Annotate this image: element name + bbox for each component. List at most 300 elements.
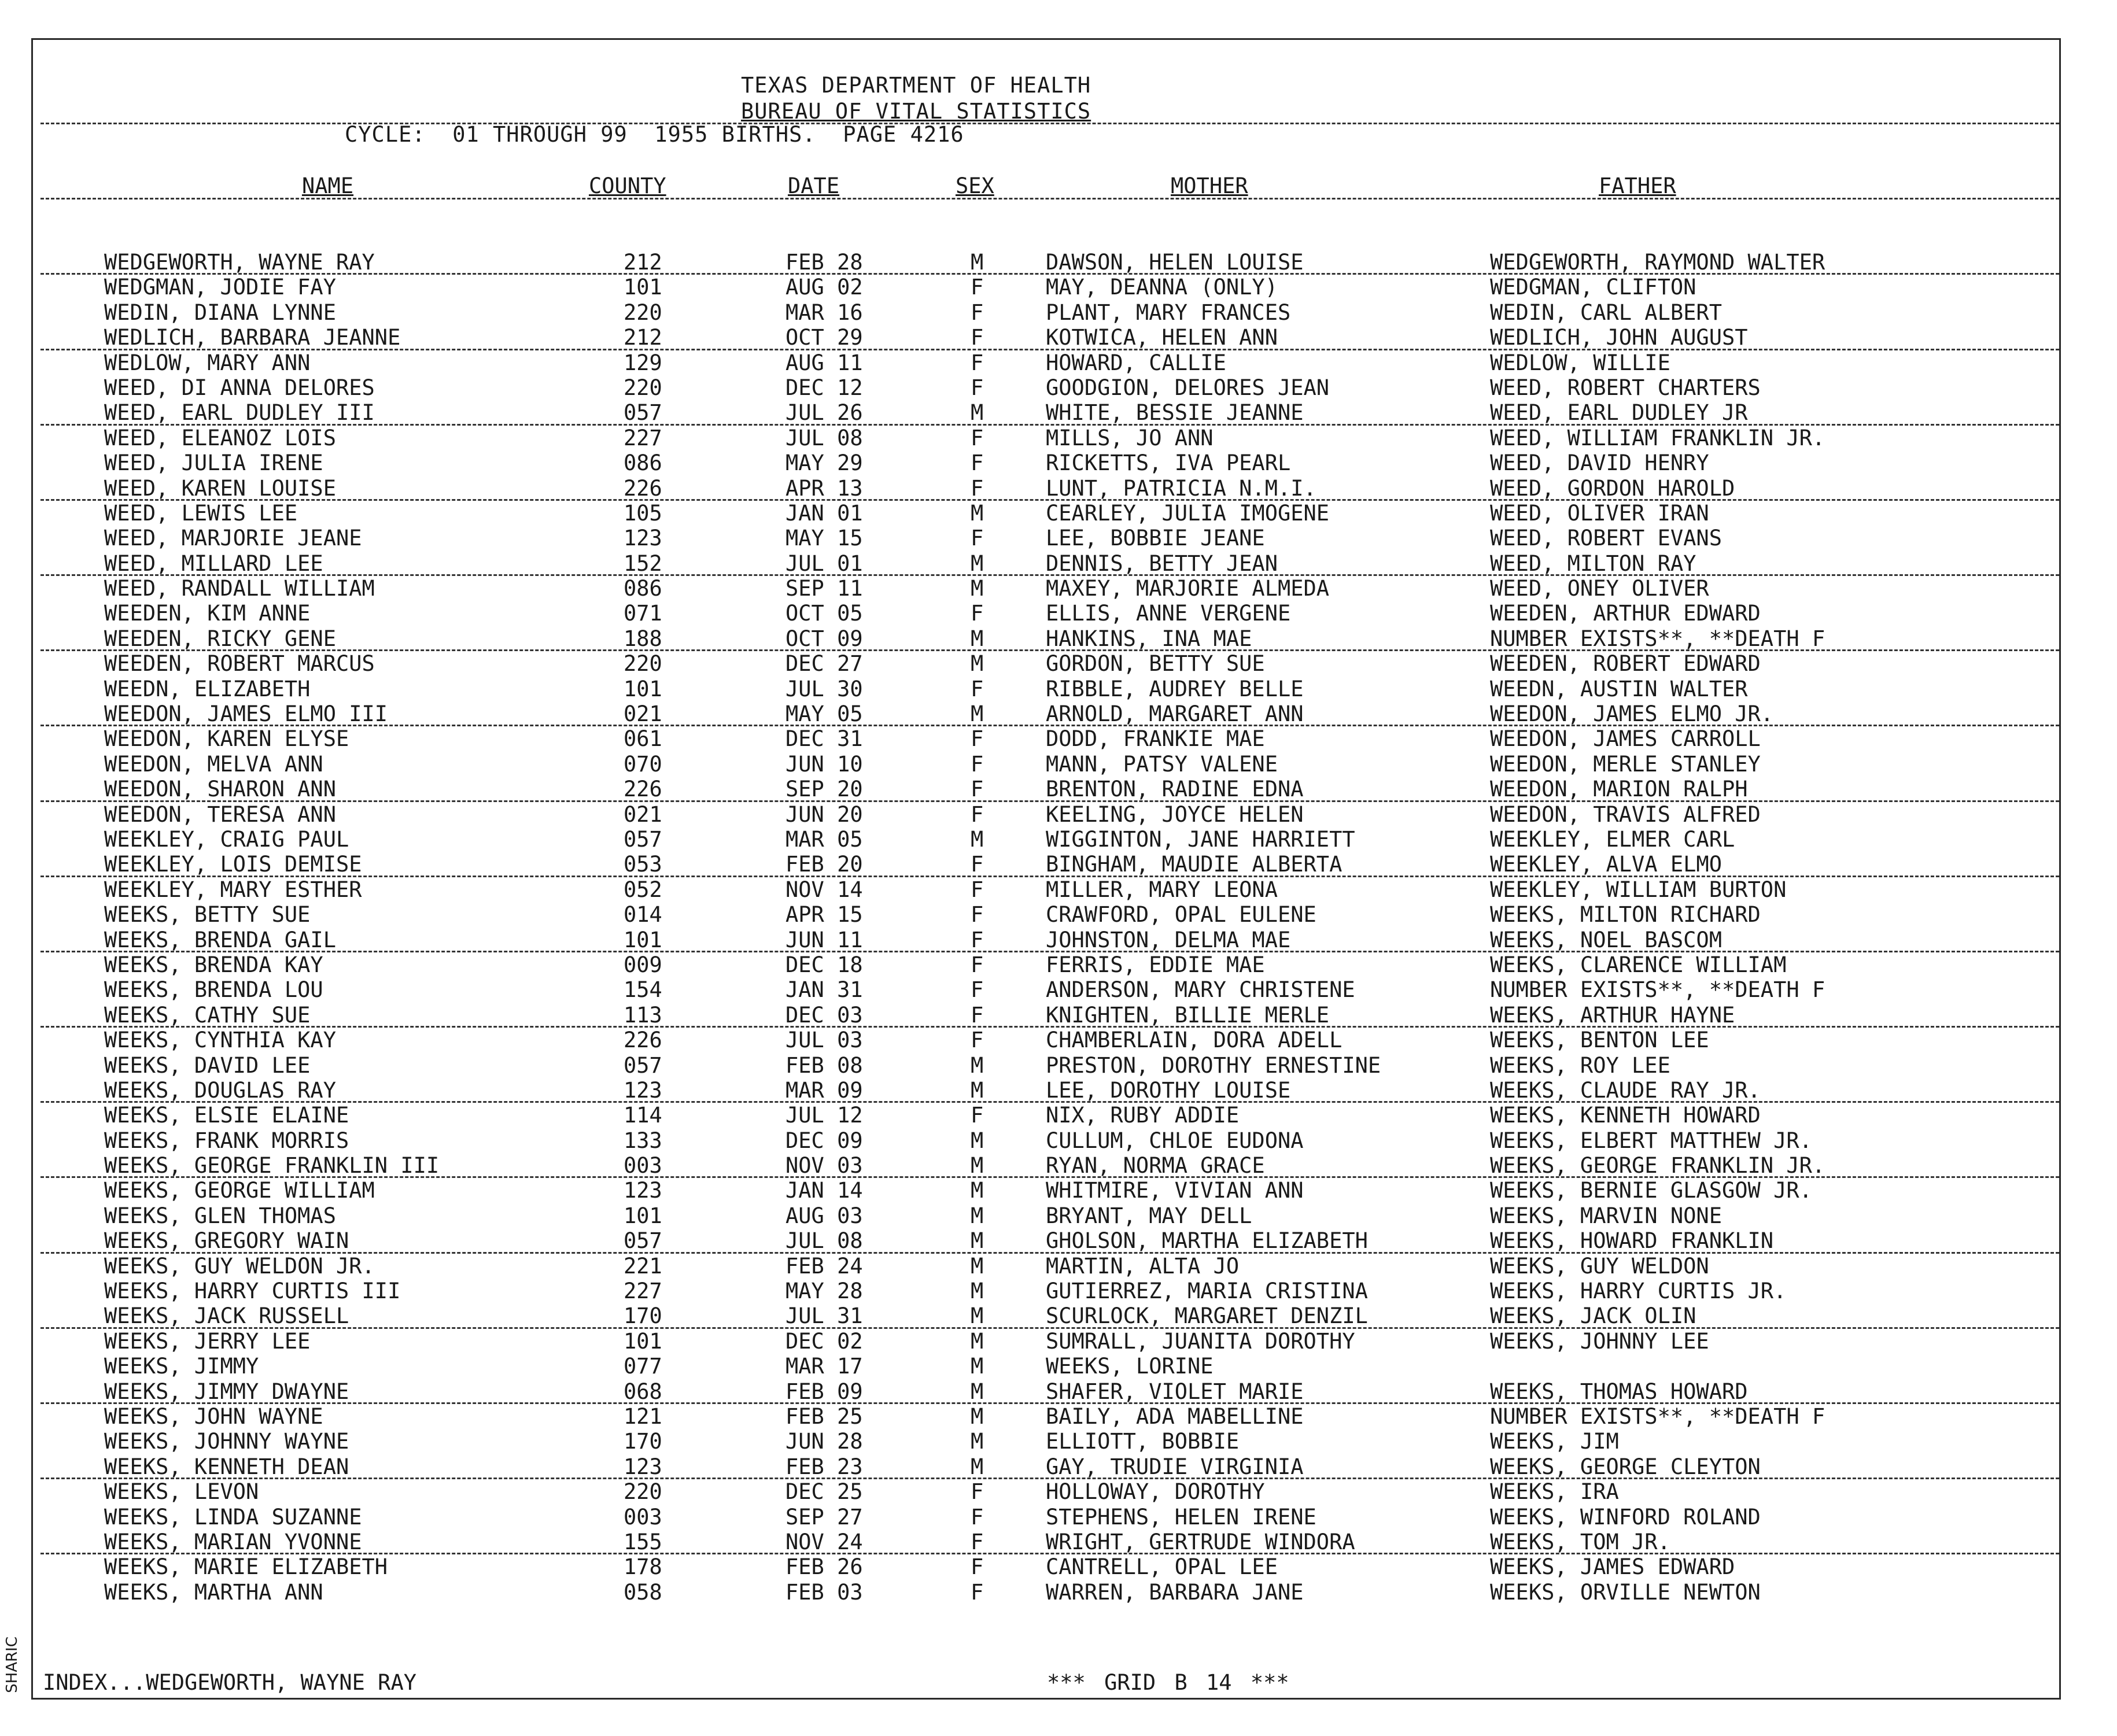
record-date: DEC 18	[785, 952, 863, 977]
record-date: JUN 20	[785, 801, 863, 827]
record-row	[0, 877, 2117, 902]
record-mother: GHOLSON, MARTHA ELIZABETH	[1046, 1228, 1368, 1254]
record-mother: GAY, TRUDIE VIRGINIA	[1046, 1454, 1304, 1479]
record-county: 058	[624, 1579, 662, 1605]
record-county: 188	[624, 626, 662, 651]
record-date: DEC 12	[785, 375, 863, 400]
record-county: 101	[624, 275, 662, 300]
record-date: SEP 11	[785, 576, 863, 601]
record-date: DEC 09	[785, 1128, 863, 1153]
record-father: WEEKS, NOEL BASCOM	[1490, 927, 1722, 952]
record-row	[0, 325, 2117, 350]
record-date: JUL 03	[785, 1028, 863, 1053]
record-date: JUL 01	[785, 551, 863, 576]
record-father: WEEDEN, ARTHUR EDWARD	[1490, 601, 1761, 626]
record-mother: ELLIS, ANNE VERGENE	[1046, 601, 1291, 626]
record-county: 133	[624, 1128, 662, 1153]
record-mother: PLANT, MARY FRANCES	[1046, 300, 1291, 325]
record-sex: F	[971, 601, 984, 626]
record-mother: STEPHENS, HELEN IRENE	[1046, 1504, 1316, 1530]
record-county: 220	[624, 300, 662, 325]
record-mother: GOODGION, DELORES JEAN	[1046, 375, 1330, 400]
record-father: WEEKS, KENNETH HOWARD	[1490, 1103, 1761, 1128]
record-date: MAR 16	[785, 300, 863, 325]
record-father: WEEKS, JIM	[1490, 1429, 1619, 1454]
record-name: WEDLOW, MARY ANN	[104, 350, 311, 375]
record-mother: BINGHAM, MAUDIE ALBERTA	[1046, 852, 1343, 877]
record-county: 226	[624, 1028, 662, 1053]
record-row	[0, 902, 2117, 927]
record-name: WEEKS, BRENDA LOU	[104, 977, 323, 1003]
record-sex: M	[971, 1354, 984, 1379]
record-row	[0, 651, 2117, 676]
record-row	[0, 726, 2117, 751]
record-sex: M	[971, 701, 984, 727]
record-name: WEEKS, JIMMY	[104, 1354, 259, 1379]
record-name: WEEKS, JACK RUSSELL	[104, 1303, 349, 1329]
record-father: WEED, OLIVER IRAN	[1490, 500, 1709, 526]
record-name: WEEKS, BRENDA GAIL	[104, 927, 336, 952]
record-row	[0, 400, 2117, 425]
record-mother: BRYANT, MAY DELL	[1046, 1203, 1252, 1228]
record-mother: LEE, BOBBIE JEANE	[1046, 526, 1265, 551]
record-row	[0, 476, 2117, 501]
record-father: WEEKLEY, ELMER CARL	[1490, 826, 1735, 852]
record-father: WEEKLEY, ALVA ELMO	[1490, 852, 1722, 877]
record-mother: DENNIS, BETTY JEAN	[1046, 551, 1278, 576]
record-sex: F	[971, 977, 984, 1003]
record-county: 170	[624, 1303, 662, 1329]
record-mother: ELLIOTT, BOBBIE	[1046, 1429, 1240, 1454]
record-date: JUN 10	[785, 751, 863, 777]
record-county: 086	[624, 450, 662, 476]
record-sex: M	[971, 400, 984, 426]
record-mother: HOLLOWAY, DOROTHY	[1046, 1479, 1265, 1505]
record-sex: F	[971, 1002, 984, 1028]
record-county: 101	[624, 676, 662, 701]
record-mother: DODD, FRANKIE MAE	[1046, 726, 1265, 752]
record-mother: MAXEY, MARJORIE ALMEDA	[1046, 576, 1330, 601]
record-father: WEEKS, ORVILLE NEWTON	[1490, 1579, 1761, 1605]
record-name: WEDIN, DIANA LYNNE	[104, 300, 336, 325]
record-row	[0, 300, 2117, 325]
record-name: WEED, EARL DUDLEY III	[104, 400, 375, 426]
record-row	[0, 1379, 2117, 1404]
record-mother: MILLS, JO ANN	[1046, 425, 1214, 450]
record-row	[0, 576, 2117, 601]
record-sex: M	[971, 1403, 984, 1429]
record-name: WEEKS, LINDA SUZANNE	[104, 1504, 362, 1530]
record-name: WEEKS, DAVID LEE	[104, 1052, 311, 1078]
record-name: WEEKS, GUY WELDON JR.	[104, 1253, 375, 1279]
record-row	[0, 952, 2117, 977]
record-mother: CHAMBERLAIN, DORA ADELL	[1046, 1028, 1343, 1053]
record-mother: SCURLOCK, MARGARET DENZIL	[1046, 1303, 1368, 1329]
record-date: FEB 24	[785, 1253, 863, 1279]
record-county: 057	[624, 1052, 662, 1078]
record-county: 086	[624, 576, 662, 601]
record-sex: M	[971, 1052, 984, 1078]
record-county: 061	[624, 726, 662, 752]
record-name: WEED, DI ANNA DELORES	[104, 375, 375, 400]
record-mother: WIGGINTON, JANE HARRIETT	[1046, 826, 1355, 852]
record-sex: M	[971, 551, 984, 576]
record-county: 070	[624, 751, 662, 777]
record-mother: WRIGHT, GERTRUDE WINDORA	[1046, 1529, 1355, 1554]
record-name: WEEKS, FRANK MORRIS	[104, 1128, 349, 1153]
record-date: APR 15	[785, 902, 863, 928]
record-county: 226	[624, 777, 662, 802]
record-date: JUL 26	[785, 400, 863, 426]
record-father: WEDLICH, JOHN AUGUST	[1490, 325, 1748, 350]
record-mother: SUMRALL, JUANITA DOROTHY	[1046, 1328, 1355, 1354]
record-name: WEEKLEY, LOIS DEMISE	[104, 852, 362, 877]
record-mother: CEARLEY, JULIA IMOGENE	[1046, 500, 1330, 526]
record-county: 101	[624, 1203, 662, 1228]
record-mother: RIBBLE, AUDREY BELLE	[1046, 676, 1304, 701]
record-father: WEED, MILTON RAY	[1490, 551, 1696, 576]
record-date: SEP 20	[785, 777, 863, 802]
record-date: OCT 05	[785, 601, 863, 626]
record-county: 123	[624, 1178, 662, 1203]
record-sex: F	[971, 1579, 984, 1605]
record-row	[0, 1203, 2117, 1228]
record-sex: F	[971, 425, 984, 450]
record-sex: F	[971, 350, 984, 375]
record-row	[0, 426, 2117, 450]
record-date: FEB 20	[785, 852, 863, 877]
record-sex: M	[971, 1429, 984, 1454]
column-header-divider	[40, 198, 2059, 200]
record-date: JUL 08	[785, 425, 863, 450]
record-mother: KOTWICA, HELEN ANN	[1046, 325, 1278, 350]
record-county: 121	[624, 1403, 662, 1429]
record-name: WEEKLEY, CRAIG PAUL	[104, 826, 349, 852]
record-name: WEEKS, GREGORY WAIN	[104, 1228, 349, 1254]
record-name: WEEKS, JIMMY DWAYNE	[104, 1379, 349, 1404]
record-name: WEDGMAN, JODIE FAY	[104, 275, 336, 300]
record-date: DEC 25	[785, 1479, 863, 1505]
record-mother: WHITMIRE, VIVIAN ANN	[1046, 1178, 1304, 1203]
record-sex: F	[971, 726, 984, 752]
record-county: 220	[624, 1479, 662, 1505]
record-row	[0, 677, 2117, 701]
record-sex: M	[971, 651, 984, 677]
record-sex: F	[971, 475, 984, 501]
record-father: WEEKS, JOHNNY LEE	[1490, 1328, 1709, 1354]
record-sex: F	[971, 1504, 984, 1530]
record-county: 123	[624, 1077, 662, 1103]
record-row	[0, 1028, 2117, 1052]
record-mother: BAILY, ADA MABELLINE	[1046, 1403, 1304, 1429]
record-father: WEEKS, GUY WELDON	[1490, 1253, 1709, 1279]
record-date: MAY 28	[785, 1279, 863, 1304]
record-father: WEEDON, MERLE STANLEY	[1490, 751, 1761, 777]
record-name: WEEKS, JERRY LEE	[104, 1328, 311, 1354]
record-row	[0, 928, 2117, 952]
record-name: WEEKS, ELSIE ELAINE	[104, 1103, 349, 1128]
record-father: NUMBER EXISTS**, **DEATH F	[1490, 977, 1825, 1003]
record-date: FEB 25	[785, 1403, 863, 1429]
record-date: DEC 02	[785, 1328, 863, 1354]
record-name: WEEKS, MARIAN YVONNE	[104, 1529, 362, 1554]
record-date: FEB 08	[785, 1052, 863, 1078]
record-sex: F	[971, 777, 984, 802]
record-county: 101	[624, 927, 662, 952]
record-row	[0, 1580, 2117, 1605]
record-date: JUL 08	[785, 1228, 863, 1254]
record-mother: GUTIERREZ, MARIA CRISTINA	[1046, 1279, 1368, 1304]
record-name: WEED, MARJORIE JEANE	[104, 526, 362, 551]
record-mother: ANDERSON, MARY CHRISTENE	[1046, 977, 1355, 1003]
record-date: JAN 31	[785, 977, 863, 1003]
record-sex: F	[971, 902, 984, 928]
record-father: WEDIN, CARL ALBERT	[1490, 300, 1722, 325]
record-date: MAY 05	[785, 701, 863, 727]
record-sex: F	[971, 1529, 984, 1554]
record-name: WEEDEN, ROBERT MARCUS	[104, 651, 375, 677]
record-row	[0, 1153, 2117, 1178]
record-county: 221	[624, 1253, 662, 1279]
record-mother: HANKINS, INA MAE	[1046, 626, 1252, 651]
record-row	[0, 1479, 2117, 1504]
record-name: WEED, MILLARD LEE	[104, 551, 323, 576]
record-name: WEEKLEY, MARY ESTHER	[104, 877, 362, 902]
record-mother: MARTIN, ALTA JO	[1046, 1253, 1240, 1279]
record-row	[0, 1279, 2117, 1303]
record-mother: KNIGHTEN, BILLIE MERLE	[1046, 1002, 1330, 1028]
record-date: JAN 01	[785, 500, 863, 526]
record-sex: F	[971, 801, 984, 827]
grid-footer: *** GRID B 14 ***	[1047, 1670, 1289, 1695]
record-father: WEEKS, ROY LEE	[1490, 1052, 1670, 1078]
record-row	[0, 1053, 2117, 1078]
record-father: WEEKS, GEORGE FRANKLIN JR.	[1490, 1153, 1825, 1179]
record-row	[0, 1354, 2117, 1379]
record-name: WEED, ELEANOZ LOIS	[104, 425, 336, 450]
record-row	[0, 1329, 2117, 1354]
record-date: OCT 29	[785, 325, 863, 350]
record-name: WEEKS, GLEN THOMAS	[104, 1203, 336, 1228]
record-date: FEB 26	[785, 1554, 863, 1580]
record-sex: F	[971, 1554, 984, 1580]
record-mother: WEEKS, LORINE	[1046, 1354, 1214, 1379]
record-sex: F	[971, 877, 984, 902]
record-sex: M	[971, 1228, 984, 1254]
record-date: FEB 09	[785, 1379, 863, 1404]
record-row	[0, 701, 2117, 726]
record-county: 220	[624, 651, 662, 677]
record-row	[0, 777, 2117, 801]
record-date: JUN 28	[785, 1429, 863, 1454]
record-sex: M	[971, 500, 984, 526]
record-mother: WARREN, BARBARA JANE	[1046, 1579, 1304, 1605]
record-county: 068	[624, 1379, 662, 1404]
record-date: OCT 09	[785, 626, 863, 651]
record-row	[0, 802, 2117, 827]
record-row	[0, 601, 2117, 626]
record-sex: F	[971, 325, 984, 350]
side-stamp: SHARIC	[3, 1637, 21, 1693]
record-name: WEEKS, LEVON	[104, 1479, 259, 1505]
record-father: WEDGEWORTH, RAYMOND WALTER	[1490, 250, 1825, 275]
record-row	[0, 1429, 2117, 1454]
record-row	[0, 551, 2117, 576]
record-county: 154	[624, 977, 662, 1003]
record-father: NUMBER EXISTS**, **DEATH F	[1490, 1403, 1825, 1429]
record-date: APR 13	[785, 475, 863, 501]
record-name: WEEDON, MELVA ANN	[104, 751, 323, 777]
record-sex: M	[971, 1279, 984, 1304]
record-row	[0, 501, 2117, 526]
record-sex: M	[971, 1178, 984, 1203]
record-row	[0, 275, 2117, 300]
record-mother: NIX, RUBY ADDIE	[1046, 1103, 1240, 1128]
record-county: 021	[624, 801, 662, 827]
column-header-father: FATHER	[1599, 173, 1676, 198]
record-row	[0, 1554, 2117, 1579]
record-sex: M	[971, 1303, 984, 1329]
record-mother: RICKETTS, IVA PEARL	[1046, 450, 1291, 476]
record-father: WEEKS, TOM JR.	[1490, 1529, 1670, 1554]
record-sex: M	[971, 1077, 984, 1103]
record-row	[0, 1003, 2117, 1028]
record-mother: LEE, DOROTHY LOUISE	[1046, 1077, 1291, 1103]
record-county: 021	[624, 701, 662, 727]
record-father: WEED, ROBERT CHARTERS	[1490, 375, 1761, 400]
record-county: 178	[624, 1554, 662, 1580]
record-sex: M	[971, 1203, 984, 1228]
record-county: 220	[624, 375, 662, 400]
record-father: WEEKS, CLARENCE WILLIAM	[1490, 952, 1787, 977]
record-mother: MILLER, MARY LEONA	[1046, 877, 1278, 902]
record-sex: M	[971, 576, 984, 601]
record-mother: JOHNSTON, DELMA MAE	[1046, 927, 1291, 952]
record-name: WEEKS, KENNETH DEAN	[104, 1454, 349, 1479]
record-date: DEC 03	[785, 1002, 863, 1028]
record-date: NOV 24	[785, 1529, 863, 1554]
record-county: 101	[624, 1328, 662, 1354]
record-father: WEEDON, JAMES CARROLL	[1490, 726, 1761, 752]
record-county: 212	[624, 325, 662, 350]
record-name: WEEDEN, KIM ANNE	[104, 601, 311, 626]
column-header-sex: SEX	[956, 173, 994, 198]
record-name: WEEKS, MARIE ELIZABETH	[104, 1554, 388, 1580]
record-date: MAY 29	[785, 450, 863, 476]
record-mother: BRENTON, RADINE EDNA	[1046, 777, 1304, 802]
record-row	[0, 626, 2117, 651]
record-county: 123	[624, 526, 662, 551]
record-father: WEEKS, THOMAS HOWARD	[1490, 1379, 1748, 1404]
record-date: JUL 31	[785, 1303, 863, 1329]
record-mother: KEELING, JOYCE HELEN	[1046, 801, 1304, 827]
record-name: WEEKS, JOHNNY WAYNE	[104, 1429, 349, 1454]
bureau-title: BUREAU OF VITAL STATISTICS	[741, 99, 1091, 124]
record-father: WEED, ONEY OLIVER	[1490, 576, 1709, 601]
record-county: 155	[624, 1529, 662, 1554]
record-father: WEED, GORDON HAROLD	[1490, 475, 1735, 501]
record-mother: SHAFER, VIOLET MARIE	[1046, 1379, 1304, 1404]
record-name: WEEDEN, RICKY GENE	[104, 626, 336, 651]
record-name: WEEKS, HARRY CURTIS III	[104, 1279, 401, 1304]
record-row	[0, 977, 2117, 1002]
record-father: WEEKS, IRA	[1490, 1479, 1619, 1505]
cycle-line: CYCLE: 01 THROUGH 99 1955 BIRTHS. PAGE 4216	[345, 122, 964, 147]
record-father: WEEKS, ARTHUR HAYNE	[1490, 1002, 1735, 1028]
record-sex: M	[971, 1128, 984, 1153]
column-header-date: DATE	[788, 173, 840, 198]
record-sex: M	[971, 1379, 984, 1404]
record-name: WEEDON, SHARON ANN	[104, 777, 336, 802]
record-row	[0, 350, 2117, 375]
column-header-name: NAME	[302, 173, 354, 198]
department-title: TEXAS DEPARTMENT OF HEALTH	[741, 73, 1091, 98]
record-sex: F	[971, 927, 984, 952]
record-father: WEED, ROBERT EVANS	[1490, 526, 1722, 551]
record-father: WEEDEN, ROBERT EDWARD	[1490, 651, 1761, 677]
record-sex: M	[971, 626, 984, 651]
record-sex: M	[971, 826, 984, 852]
record-father: WEEDN, AUSTIN WALTER	[1490, 676, 1748, 701]
record-date: NOV 14	[785, 877, 863, 902]
column-header-mother: MOTHER	[1171, 173, 1248, 198]
record-father: WEEKS, JACK OLIN	[1490, 1303, 1696, 1329]
record-row	[0, 526, 2117, 551]
record-name: WEED, JULIA IRENE	[104, 450, 323, 476]
record-row	[0, 1228, 2117, 1253]
record-name: WEEKS, BRENDA KAY	[104, 952, 323, 977]
record-date: JUL 30	[785, 676, 863, 701]
record-mother: CRAWFORD, OPAL EULENE	[1046, 902, 1316, 928]
record-mother: WHITE, BESSIE JEANNE	[1046, 400, 1304, 426]
record-date: NOV 03	[785, 1153, 863, 1179]
record-father: WEED, EARL DUDLEY JR	[1490, 400, 1748, 426]
record-date: FEB 28	[785, 250, 863, 275]
record-name: WEEKS, JOHN WAYNE	[104, 1403, 323, 1429]
record-county: 057	[624, 1228, 662, 1254]
record-father: WEEKS, WINFORD ROLAND	[1490, 1504, 1761, 1530]
birth-records-list	[0, 250, 2117, 1605]
record-row	[0, 450, 2117, 475]
record-county: 114	[624, 1103, 662, 1128]
record-county: 003	[624, 1153, 662, 1179]
record-date: DEC 31	[785, 726, 863, 752]
record-row	[0, 852, 2117, 877]
record-mother: CULLUM, CHLOE EUDONA	[1046, 1128, 1304, 1153]
record-father: WEEKS, ELBERT MATTHEW JR.	[1490, 1128, 1812, 1153]
record-date: AUG 02	[785, 275, 863, 300]
record-name: WEEKS, BETTY SUE	[104, 902, 311, 928]
record-father: WEED, WILLIAM FRANKLIN JR.	[1490, 425, 1825, 450]
record-father: WEEKS, BERNIE GLASGOW JR.	[1490, 1178, 1812, 1203]
record-name: WEEKS, GEORGE FRANKLIN III	[104, 1153, 440, 1179]
record-name: WEDGEWORTH, WAYNE RAY	[104, 250, 375, 275]
record-row	[0, 1254, 2117, 1279]
record-county: 053	[624, 852, 662, 877]
record-mother: LUNT, PATRICIA N.M.I.	[1046, 475, 1316, 501]
record-row	[0, 375, 2117, 400]
record-name: WEED, RANDALL WILLIAM	[104, 576, 375, 601]
record-date: AUG 11	[785, 350, 863, 375]
record-county: 227	[624, 1279, 662, 1304]
record-father: WEEDON, TRAVIS ALFRED	[1490, 801, 1761, 827]
record-sex: F	[971, 852, 984, 877]
record-sex: F	[971, 526, 984, 551]
record-row	[0, 1530, 2117, 1554]
record-county: 052	[624, 877, 662, 902]
record-county: 057	[624, 826, 662, 852]
record-date: AUG 03	[785, 1203, 863, 1228]
